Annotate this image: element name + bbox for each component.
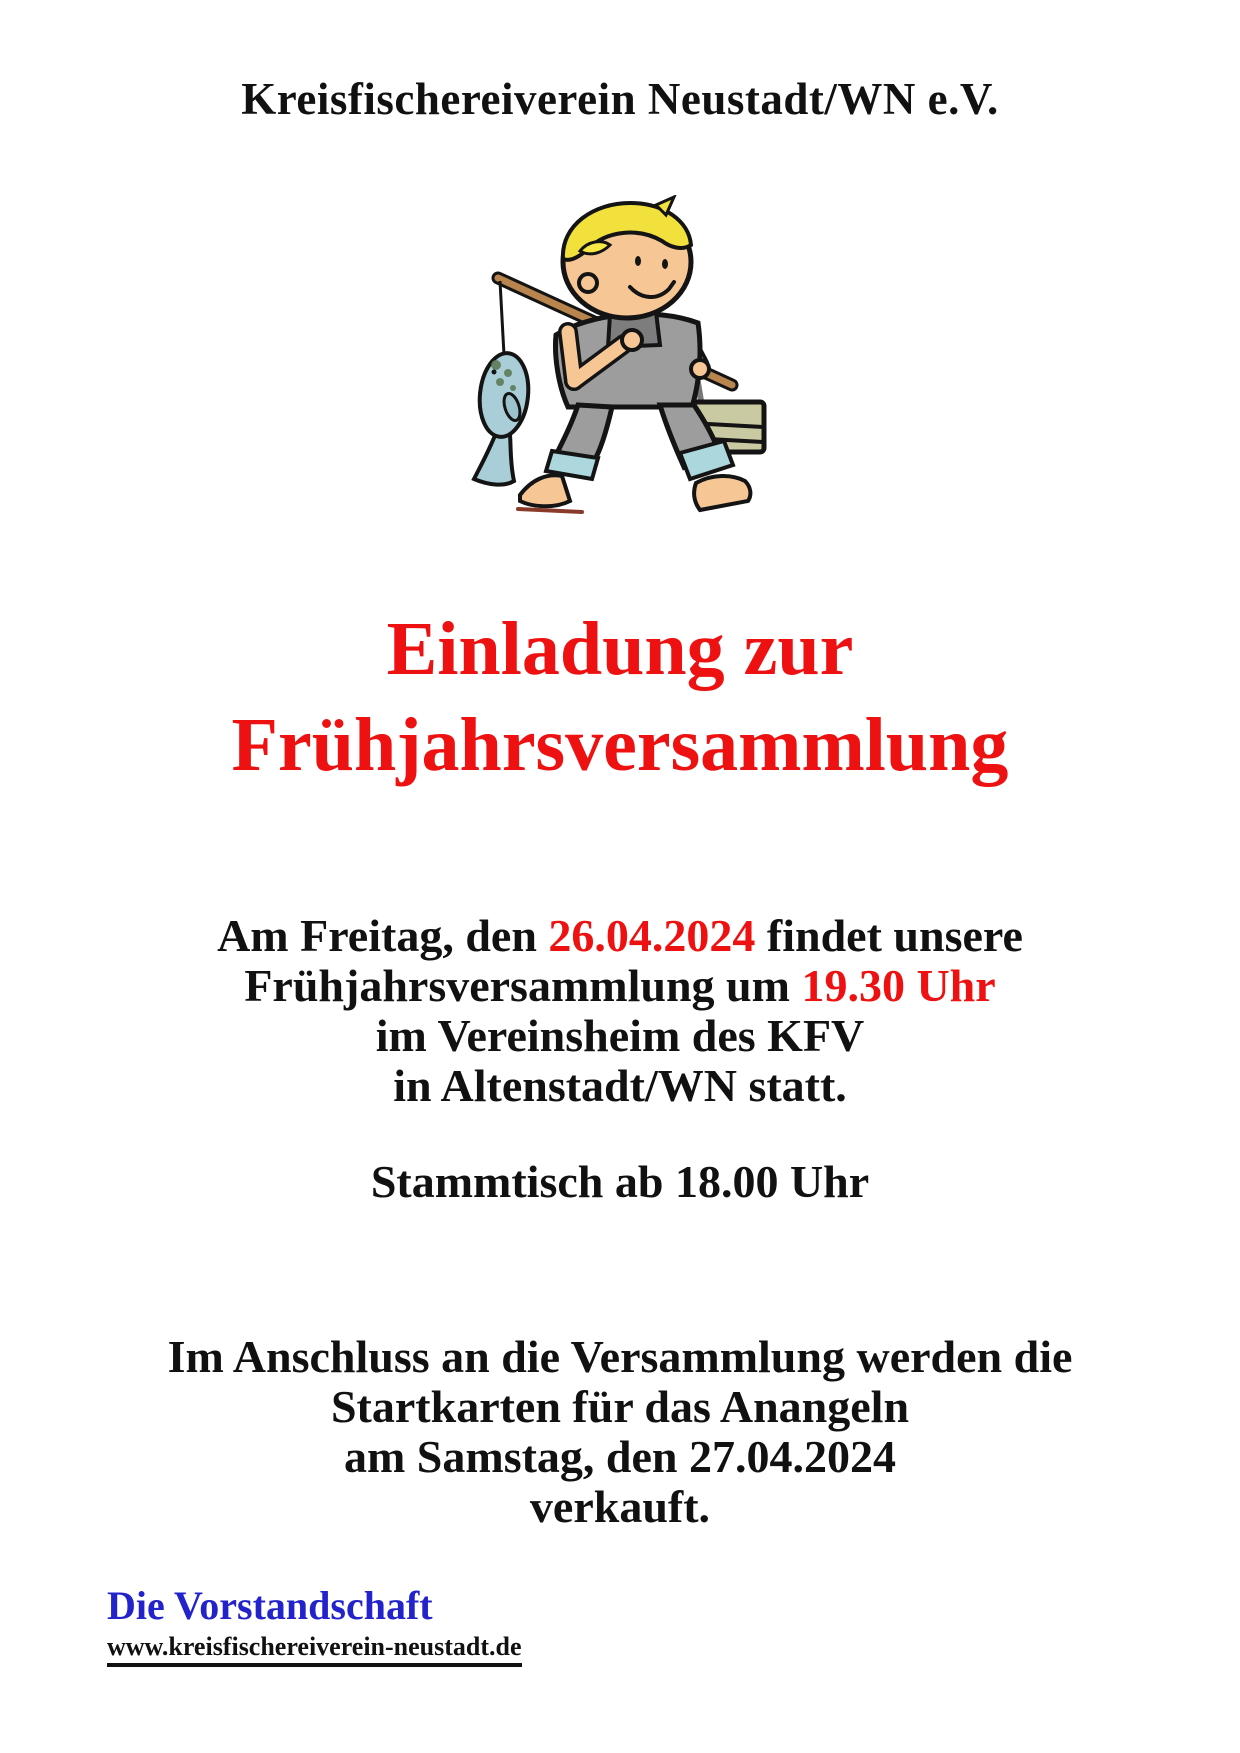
website-link[interactable]: www.kreisfischereiverein-neustadt.de [107, 1632, 522, 1667]
heading-line-2: Frühjahrsversammlung [231, 703, 1009, 787]
event-date-highlight: 26.04.2024 [548, 910, 756, 961]
fishing-boy-image [460, 195, 780, 525]
invitation-heading [0, 601, 1240, 793]
event-line-3: im Vereinsheim des KFV [375, 1010, 865, 1061]
startkarten-line-1: Im Anschluss an die Versammlung werden die [167, 1331, 1073, 1382]
footer [0, 1582, 1240, 1667]
startkarten-line-4: verkauft. [529, 1481, 711, 1532]
fishing-boy-illustration [0, 195, 1240, 525]
event-time-highlight: 19.30 Uhr [801, 960, 996, 1011]
fish-icon [474, 351, 532, 485]
boy-head [563, 197, 691, 318]
event-details [0, 911, 1240, 1111]
event-line-2-text: Frühjahrsversammlung um [244, 960, 802, 1011]
stammtisch-note [0, 1157, 1240, 1207]
signature: Die Vorstandschaft [107, 1583, 433, 1628]
event-line-4: in Altenstadt/WN statt. [393, 1060, 847, 1111]
startkarten-line-3: am Samstag, den 27.04.2024 [343, 1431, 897, 1482]
startkarten-info [0, 1332, 1240, 1532]
event-line-1-text: Am Freitag, den [217, 910, 549, 961]
heading-line-1: Einladung zur [386, 607, 854, 691]
event-line-2 [0, 961, 1240, 1011]
page-title: Kreisfischereiverein Neustadt/WN e.V. [241, 74, 999, 124]
event-line-1-tail: findet unsere [755, 910, 1023, 961]
stammtisch-text: Stammtisch ab 18.00 Uhr [370, 1156, 870, 1207]
event-line-1 [0, 911, 1240, 961]
startkarten-line-2: Startkarten für das Anangeln [330, 1381, 910, 1432]
